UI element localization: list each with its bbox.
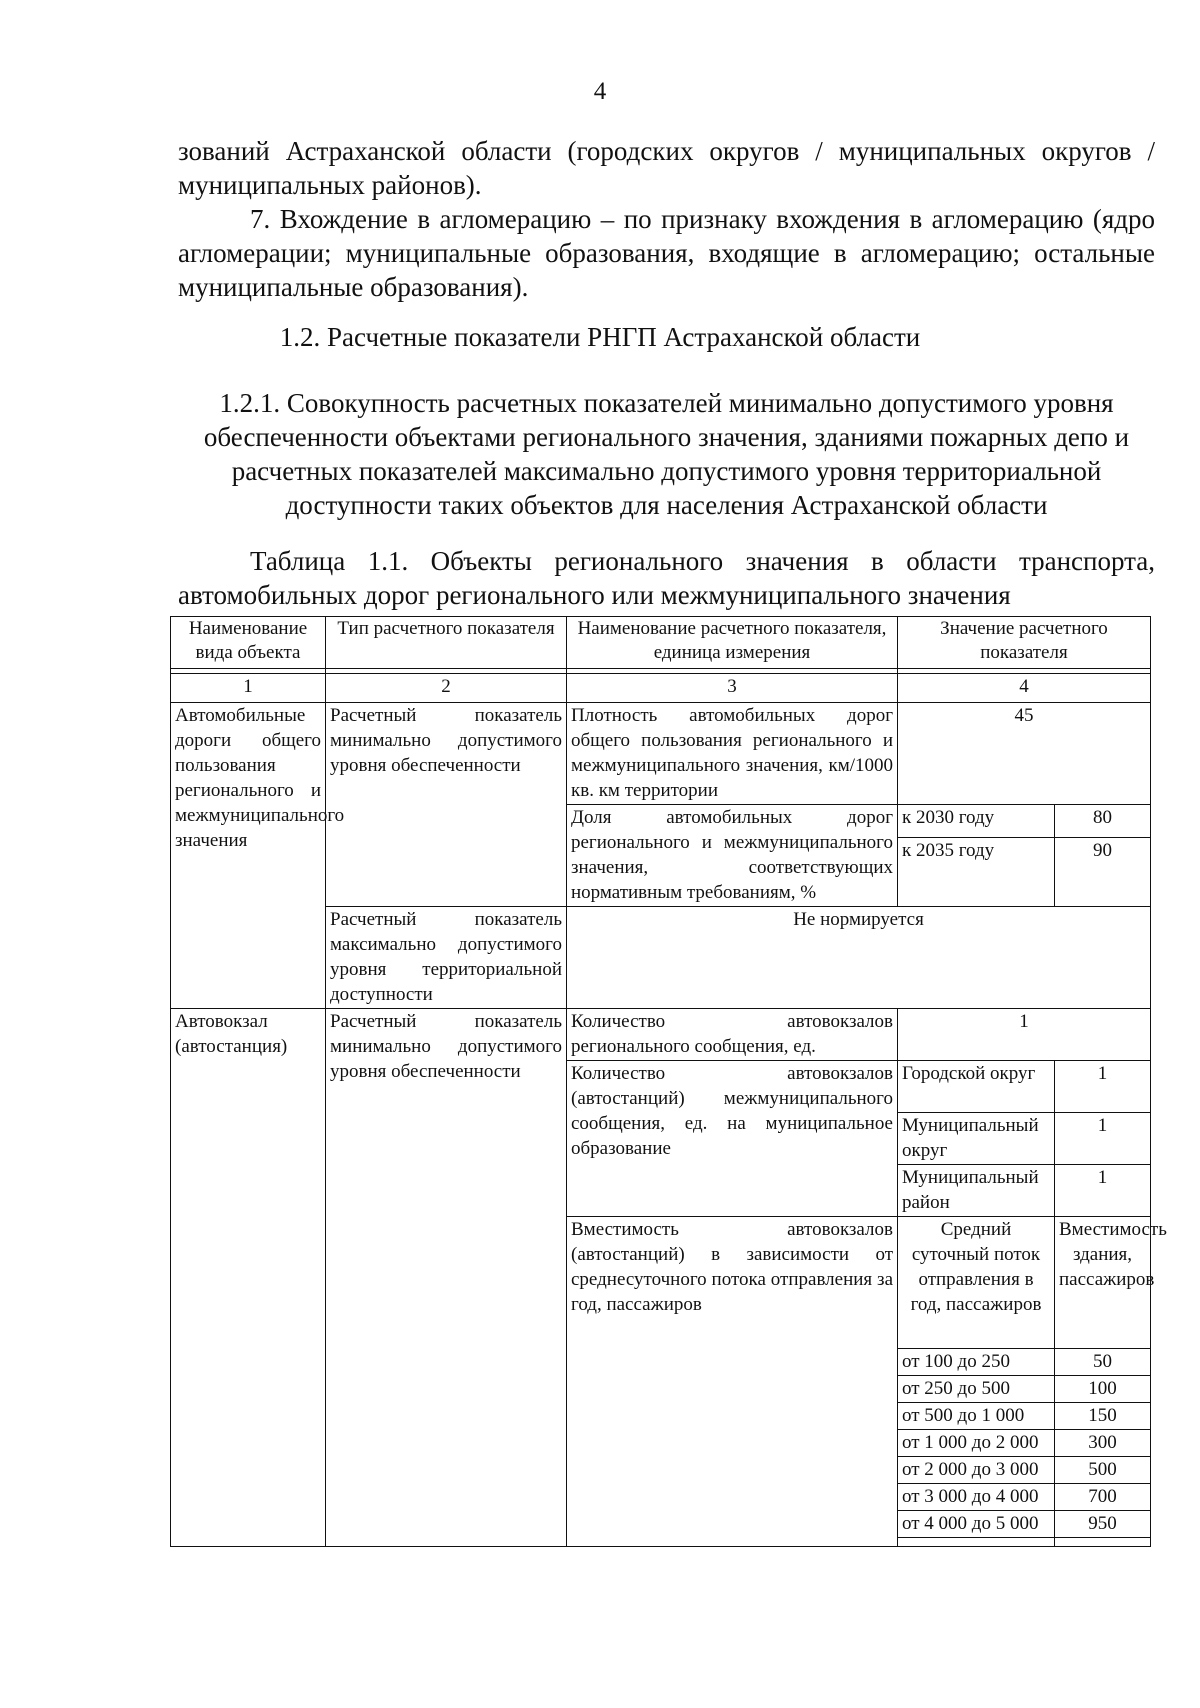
capacity-head-flow: Средний суточный поток отправления в год, пассажиров: [898, 1217, 1055, 1349]
capacity-value: 950: [1055, 1511, 1151, 1538]
column-number: 2: [326, 674, 567, 703]
indicator-regional-stations: Количество автовокзалов регионального сообщения, ед.: [567, 1009, 898, 1061]
indicator-intermunicipal-stations: Количество автовокзалов (автостанций) межмуниципального сообщения, ед. на муниципальное образование: [567, 1061, 898, 1217]
value-regional-stations: 1: [898, 1009, 1151, 1061]
municipality-value: 1: [1055, 1165, 1151, 1217]
column-number: 3: [567, 674, 898, 703]
indicator-type-min-bus: Расчетный показатель минимально допустимого уровня обеспеченности: [326, 1009, 567, 1547]
flow-range: от 100 до 250: [898, 1349, 1055, 1376]
table-row: [171, 703, 1151, 805]
paragraph-agglomeration: 7. Вхождение в агломерацию – по признаку вхождения в агломерацию (ядро агломерации; муниципальные образования, входящие в агломерацию; остальные муниципальные образования).: [178, 204, 1155, 302]
capacity-value: 150: [1055, 1403, 1151, 1430]
flow-range: от 4 000 до 5 000: [898, 1511, 1055, 1538]
share-value: 90: [1055, 838, 1151, 907]
page-number: 4: [593, 78, 607, 105]
header-indicator-name: Наименование расчетного показателя, единица измерения: [567, 617, 898, 669]
table-row: [171, 1009, 1151, 1061]
column-number: 4: [898, 674, 1151, 703]
share-period: к 2035 году: [898, 838, 1055, 907]
indicators-table: [170, 616, 1167, 1547]
header-indicator-value: Значение расчетного показателя: [898, 617, 1151, 669]
municipality-value: 1: [1055, 1113, 1151, 1165]
column-number-row: [171, 674, 1151, 703]
header-object-type: Наименование вида объекта: [171, 617, 326, 669]
flow-range: от 1 000 до 2 000: [898, 1430, 1055, 1457]
municipality-value: 1: [1055, 1061, 1151, 1113]
column-number: 1: [171, 674, 326, 703]
header-indicator-type: Тип расчетного показателя: [326, 617, 567, 669]
municipality-type: Муниципальный округ: [898, 1113, 1055, 1165]
municipality-type: Муниципальный район: [898, 1165, 1055, 1217]
flow-range: от 3 000 до 4 000: [898, 1484, 1055, 1511]
capacity-value: 100: [1055, 1376, 1151, 1403]
capacity-head-capacity: Вместимость здания, пассажиров: [1055, 1217, 1151, 1349]
indicator-share: Доля автомобильных дорог регионального и межмуниципального значения, соответствующих нормативным требованиям, %: [567, 805, 898, 907]
value-density: 45: [898, 703, 1151, 805]
share-period: к 2030 году: [898, 805, 1055, 838]
table-header-row: [171, 617, 1151, 669]
capacity-value: 300: [1055, 1430, 1151, 1457]
indicator-type-min-roads: Расчетный показатель минимально допустимого уровня обеспеченности: [326, 703, 567, 907]
table-caption: Таблица 1.1. Объекты регионального значения в области транспорта, автомобильных дорог регионального или межмуниципального значения: [178, 546, 1155, 610]
municipality-type: Городской округ: [898, 1061, 1055, 1113]
flow-range: от 250 до 500: [898, 1376, 1055, 1403]
capacity-value: 500: [1055, 1457, 1151, 1484]
paragraph-continuation: зований Астраханской области (городских округов / муниципальных округов / муниципальных районов).: [178, 136, 1155, 200]
share-value: 80: [1055, 805, 1151, 838]
flow-range: от 500 до 1 000: [898, 1403, 1055, 1430]
indicator-density: Плотность автомобильных дорог общего пользования регионального и межмуниципального значения, км/1000 кв. км территории: [567, 703, 898, 805]
flow-range: от 2 000 до 3 000: [898, 1457, 1055, 1484]
capacity-value: 50: [1055, 1349, 1151, 1376]
table-bottom-spacer: [898, 1538, 1055, 1547]
table-bottom-spacer: [1055, 1538, 1151, 1547]
section-heading-1-2: 1.2. Расчетные показатели РНГП Астраханской области: [279, 322, 921, 352]
indicator-station-capacity: Вместимость автовокзалов (автостанций) в зависимости от среднесуточного потока отправления за год, пассажиров: [567, 1217, 898, 1547]
indicator-type-max-roads: Расчетный показатель максимально допустимого уровня территориальной доступности: [326, 907, 567, 1009]
capacity-value: 700: [1055, 1484, 1151, 1511]
value-not-normalized: Не нормируется: [567, 907, 1151, 1009]
section-heading-1-2-1: 1.2.1. Совокупность расчетных показателей минимально допустимого уровня обеспеченности объектами регионального значения, зданиями пожарных депо и расчетных показателей максимально допустимого уровня территориальной доступности таких объектов для населения Астраханской области: [203, 388, 1130, 520]
object-roads: Автомобильные дороги общего пользования регионального и межмуниципального значения: [171, 703, 326, 1009]
object-bus-station: Автовокзал (автостанция): [171, 1009, 326, 1547]
